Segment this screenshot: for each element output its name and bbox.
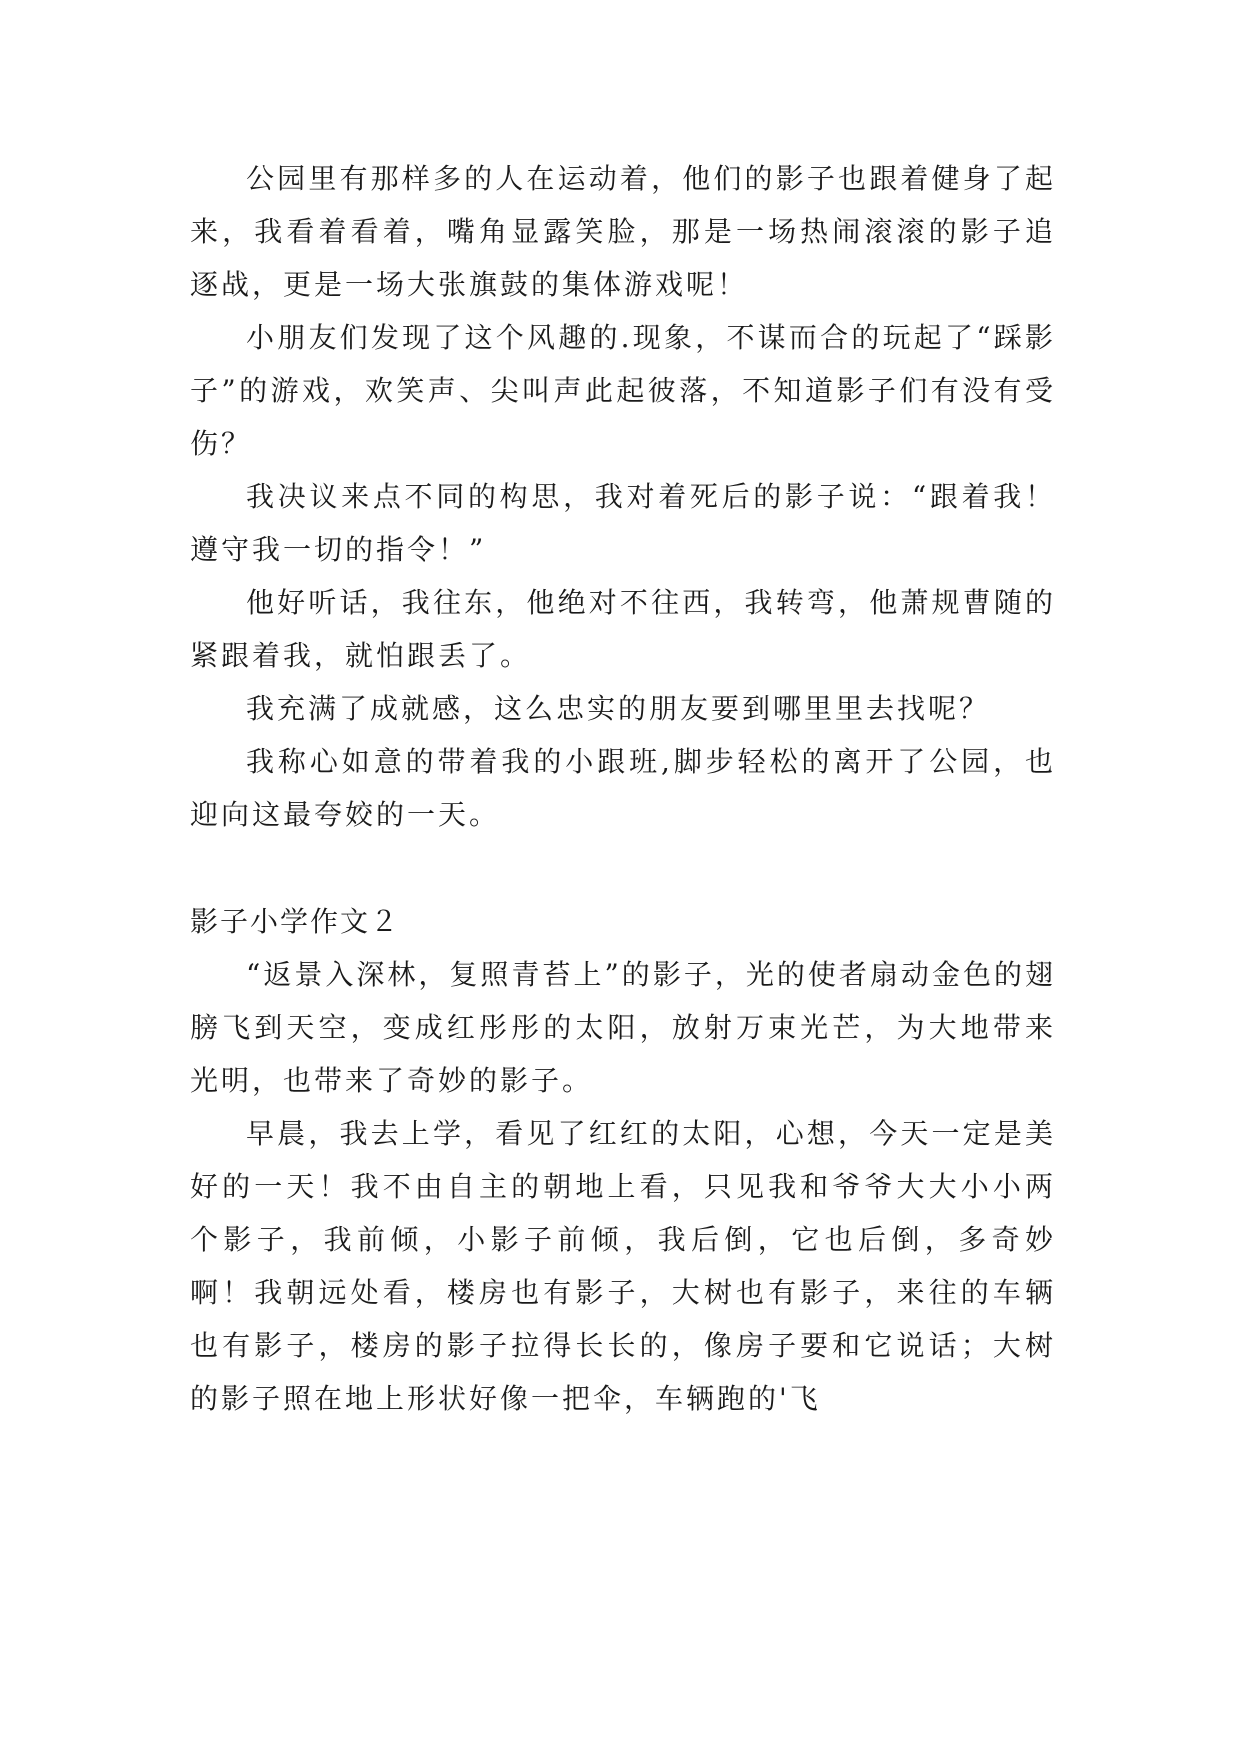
paragraph: 小朋友们发现了这个风趣的.现象，不谋而合的玩起了“踩影子”的游戏，欢笑声、尖叫声此起彼落，不知道影子们有没有受伤？ [190,321,1056,460]
paragraph: 我称心如意的带着我的小跟班,脚步轻松的离开了公园，也迎向这最夸姣的一天。 [190,745,1056,831]
paragraph: 我充满了成就感，这么忠实的朋友要到哪里里去找呢？ [246,692,991,725]
section-title: 影子小学作文２ [190,905,401,938]
document-page [190,152,1056,1425]
paragraph: 早晨，我去上学，看见了红红的太阳，心想，今天一定是美好的一天！我不由自主的朝地上看，只见我和爷爷大大小小两个影子，我前倾，小影子前倾，我后倒，它也后倒，多奇妙啊！我朝远处看，楼房也有影子，大树也有影子，来往的车辆也有影子，楼房的影子拉得长长的，像房子要和它说话；大树的影子照在地上形状好像一把伞，车辆跑的'飞 [190,1117,1056,1415]
paragraph: 我决议来点不同的构思，我对着死后的影子说：“跟着我！遵守我一切的指令！” [190,480,1056,566]
paragraph: 公园里有那样多的人在运动着，他们的影子也跟着健身了起来，我看着看着，嘴角显露笑脸，那是一场热闹滚滚的影子追逐战，更是一场大张旗鼓的集体游戏呢！ [190,162,1056,301]
paragraph: “返景入深林，复照青苔上”的影子，光的使者扇动金色的翅膀飞到天空，变成红彤彤的太阳，放射万束光芒，为大地带来光明，也带来了奇妙的影子。 [190,958,1056,1097]
paragraph: 他好听话，我往东，他绝对不往西，我转弯，他萧规曹随的紧跟着我，就怕跟丢了。 [190,586,1056,672]
